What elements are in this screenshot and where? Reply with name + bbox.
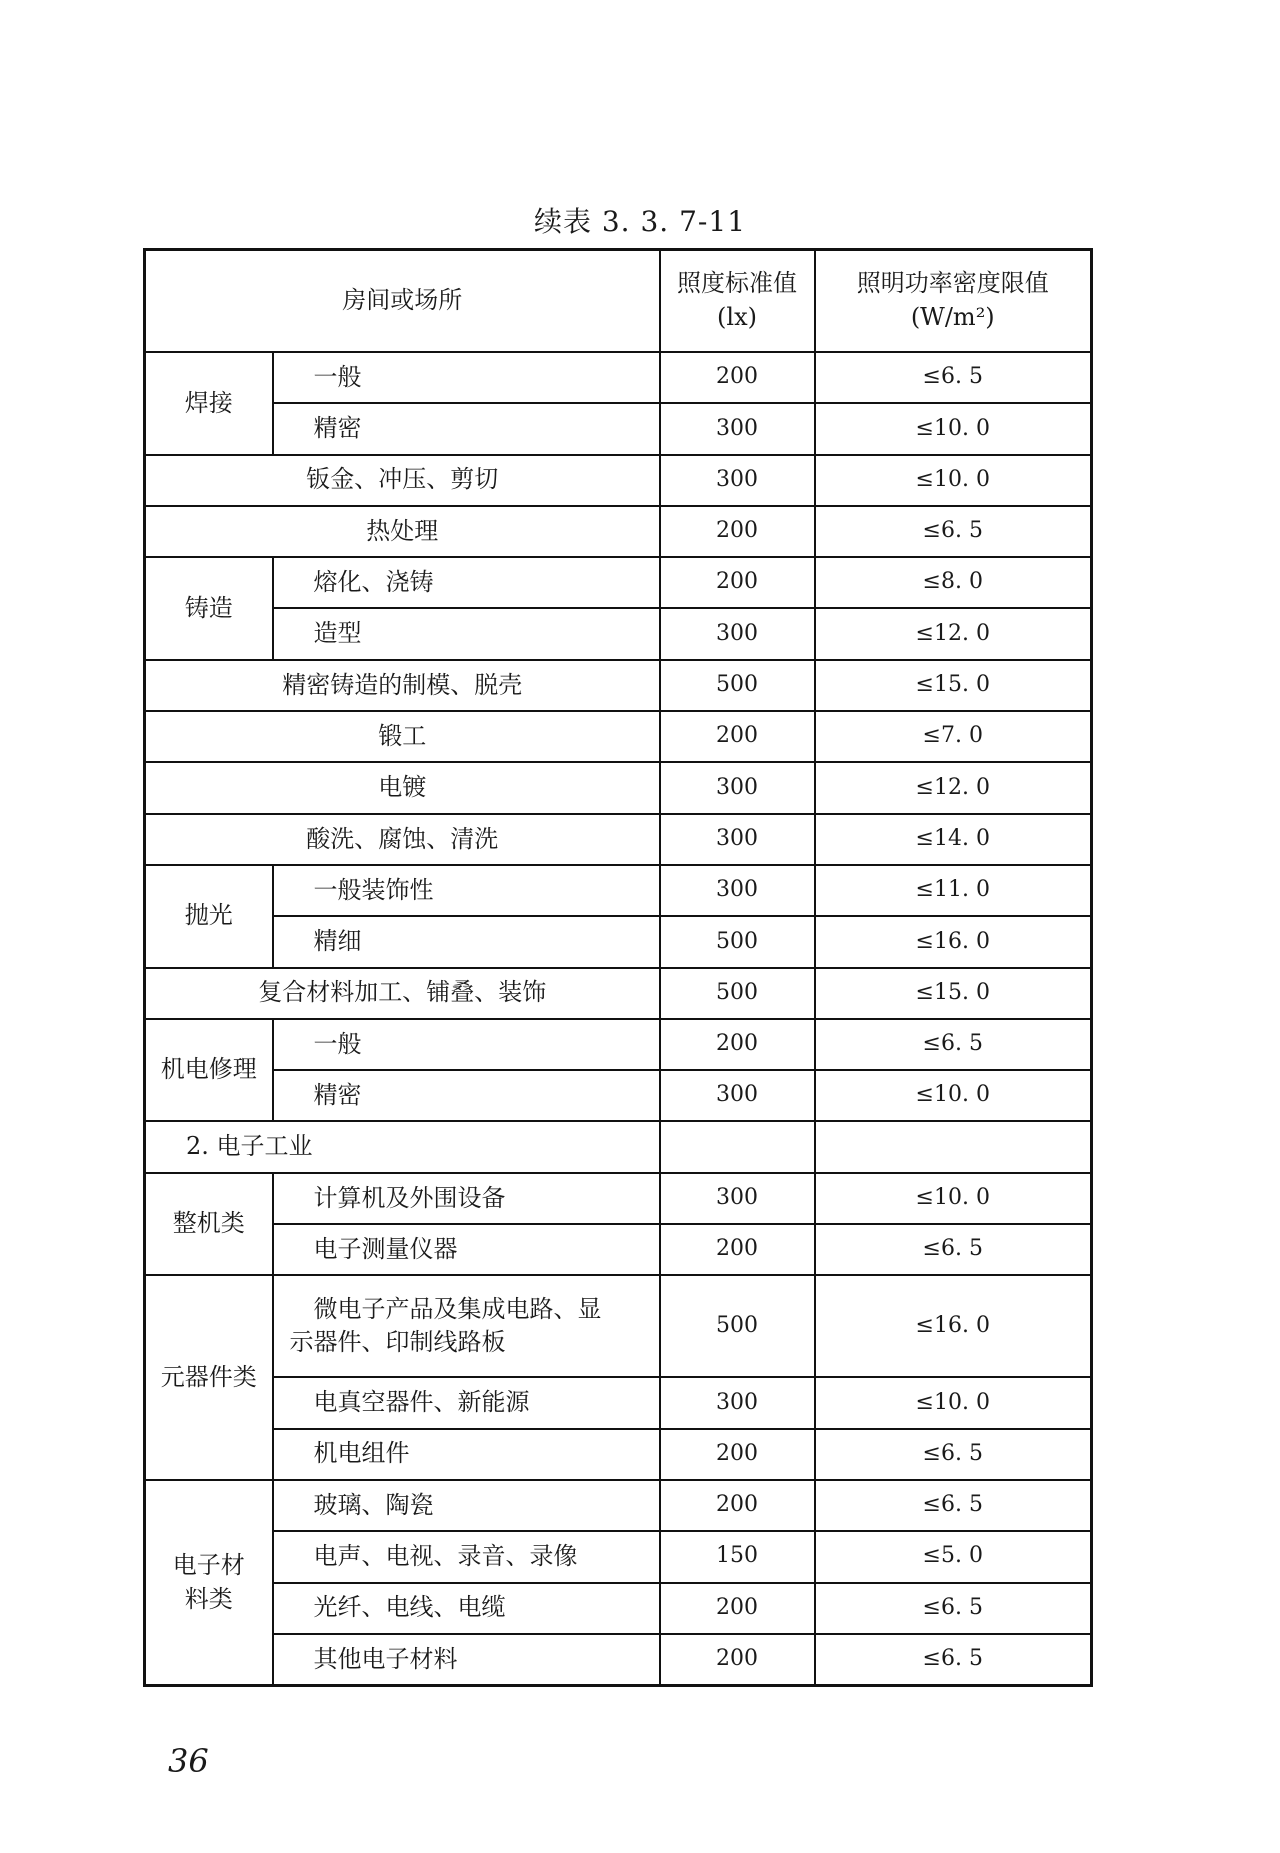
- row-lpd: ≤6. 5: [815, 506, 1092, 557]
- group-casting: 铸造: [145, 557, 273, 660]
- row-lpd: ≤14. 0: [815, 814, 1092, 865]
- row-lux: 500: [660, 1275, 815, 1377]
- group-materials-line2: 料类: [184, 1584, 233, 1613]
- row-lux: 300: [660, 403, 815, 454]
- row-lpd: ≤6. 5: [815, 1429, 1092, 1480]
- row-lux: 300: [660, 762, 815, 813]
- row-lpd: ≤12. 0: [815, 608, 1092, 659]
- row-lpd: ≤6. 5: [815, 1634, 1092, 1686]
- group-materials-line1: 电子材: [172, 1550, 245, 1579]
- table-row: [145, 352, 1092, 403]
- row-lux: 200: [660, 1429, 815, 1480]
- row-name: 电子测量仪器: [273, 1224, 660, 1275]
- table-row: [145, 1275, 1092, 1377]
- row-lux: 300: [660, 1070, 815, 1121]
- row-lux: 200: [660, 352, 815, 403]
- row-name: 一般装饰性: [273, 865, 660, 916]
- header-lpd-unit: (W/m²): [910, 303, 995, 331]
- row-name: 光纤、电线、电缆: [273, 1583, 660, 1634]
- row-lpd: ≤5. 0: [815, 1531, 1092, 1582]
- table-row: [145, 1480, 1092, 1531]
- table-row: [145, 916, 1092, 967]
- row-lux: 300: [660, 1377, 815, 1428]
- row-lpd: ≤8. 0: [815, 557, 1092, 608]
- table-caption: 续表 3. 3. 7-11: [533, 205, 747, 238]
- row-lux: 200: [660, 506, 815, 557]
- table-header-row: [145, 250, 1092, 353]
- table-row: [145, 1070, 1092, 1121]
- table-row: [145, 1583, 1092, 1634]
- header-room: 房间或场所: [145, 250, 660, 353]
- row-name: 精密铸造的制模、脱壳: [145, 660, 660, 711]
- table-row: [145, 865, 1092, 916]
- row-lpd: ≤10. 0: [815, 1070, 1092, 1121]
- row-name: 一般: [273, 352, 660, 403]
- row-lux: 500: [660, 916, 815, 967]
- row-lpd: ≤16. 0: [815, 1275, 1092, 1377]
- header-illuminance: [660, 250, 815, 353]
- row-name: 一般: [273, 1019, 660, 1070]
- row-lpd: ≤10. 0: [815, 403, 1092, 454]
- section-empty-lpd: [815, 1121, 1092, 1172]
- table-row: [145, 1531, 1092, 1582]
- row-lpd: ≤16. 0: [815, 916, 1092, 967]
- group-polishing: 抛光: [145, 865, 273, 968]
- table-row: [145, 814, 1092, 865]
- row-lpd: ≤6. 5: [815, 1224, 1092, 1275]
- row-lux: 300: [660, 455, 815, 506]
- row-lpd: ≤6. 5: [815, 352, 1092, 403]
- row-name: 造型: [273, 608, 660, 659]
- table-row: [145, 762, 1092, 813]
- table-row: [145, 711, 1092, 762]
- row-lpd: ≤15. 0: [815, 660, 1092, 711]
- table-row: [145, 608, 1092, 659]
- row-lux: 300: [660, 1173, 815, 1224]
- table-row: [145, 455, 1092, 506]
- table-row: [145, 1173, 1092, 1224]
- row-lux: 200: [660, 1019, 815, 1070]
- row-lux: 500: [660, 968, 815, 1019]
- row-name: 锻工: [145, 711, 660, 762]
- row-lux: 300: [660, 865, 815, 916]
- row-lux: 500: [660, 660, 815, 711]
- row-lpd: ≤10. 0: [815, 1173, 1092, 1224]
- row-name: 精密: [273, 403, 660, 454]
- table-row: [145, 1019, 1092, 1070]
- row-lpd: ≤6. 5: [815, 1019, 1092, 1070]
- table-row: [145, 1224, 1092, 1275]
- row-name: 熔化、浇铸: [273, 557, 660, 608]
- row-lux: 200: [660, 1634, 815, 1686]
- row-lpd: ≤12. 0: [815, 762, 1092, 813]
- row-lux: 150: [660, 1531, 815, 1582]
- row-lpd: ≤15. 0: [815, 968, 1092, 1019]
- row-name: 计算机及外围设备: [273, 1173, 660, 1224]
- group-mech-repair: 机电修理: [145, 1019, 273, 1122]
- row-name: 精细: [273, 916, 660, 967]
- header-illuminance-title: 照度标准值: [677, 269, 797, 298]
- row-name: 精密: [273, 1070, 660, 1121]
- section-row: [145, 1121, 1092, 1172]
- table-row: [145, 403, 1092, 454]
- row-name: 电真空器件、新能源: [273, 1377, 660, 1428]
- row-name: 钣金、冲压、剪切: [145, 455, 660, 506]
- section-title: 2. 电子工业: [145, 1121, 660, 1172]
- table-row: [145, 660, 1092, 711]
- row-lux: 200: [660, 711, 815, 762]
- header-lpd-title: 照明功率密度限值: [856, 269, 1049, 298]
- row-name-line1: 微电子产品及集成电路、显: [313, 1294, 602, 1323]
- row-name: 机电组件: [273, 1429, 660, 1480]
- row-lpd: ≤11. 0: [815, 865, 1092, 916]
- row-lpd: ≤7. 0: [815, 711, 1092, 762]
- table-row: [145, 1634, 1092, 1686]
- row-name: 其他电子材料: [273, 1634, 660, 1686]
- table-row: [145, 968, 1092, 1019]
- row-lux: 200: [660, 557, 815, 608]
- row-name: 复合材料加工、铺叠、装饰: [145, 968, 660, 1019]
- table-row: [145, 1429, 1092, 1480]
- table-row: [145, 1377, 1092, 1428]
- group-complete-machine: 整机类: [145, 1173, 273, 1276]
- group-materials: [145, 1480, 273, 1686]
- row-lpd: ≤6. 5: [815, 1480, 1092, 1531]
- row-lux: 200: [660, 1224, 815, 1275]
- section-empty-lux: [660, 1121, 815, 1172]
- row-name: 电声、电视、录音、录像: [273, 1531, 660, 1582]
- row-lux: 200: [660, 1583, 815, 1634]
- row-name-line2: 示器件、印制线路板: [289, 1328, 506, 1357]
- lighting-standard-table: [143, 248, 1093, 1687]
- group-components: 元器件类: [145, 1275, 273, 1480]
- row-lpd: ≤6. 5: [815, 1583, 1092, 1634]
- group-welding: 焊接: [145, 352, 273, 455]
- header-lpd: [815, 250, 1092, 353]
- page-number: 36: [168, 1742, 209, 1780]
- row-name: [273, 1275, 660, 1377]
- header-illuminance-unit: (lx): [717, 303, 757, 331]
- row-name: 玻璃、陶瓷: [273, 1480, 660, 1531]
- row-lpd: ≤10. 0: [815, 1377, 1092, 1428]
- row-name: 酸洗、腐蚀、清洗: [145, 814, 660, 865]
- row-name: 电镀: [145, 762, 660, 813]
- row-lux: 300: [660, 608, 815, 659]
- table-row: [145, 506, 1092, 557]
- row-lux: 200: [660, 1480, 815, 1531]
- table-row: [145, 557, 1092, 608]
- row-name: 热处理: [145, 506, 660, 557]
- row-lpd: ≤10. 0: [815, 455, 1092, 506]
- row-lux: 300: [660, 814, 815, 865]
